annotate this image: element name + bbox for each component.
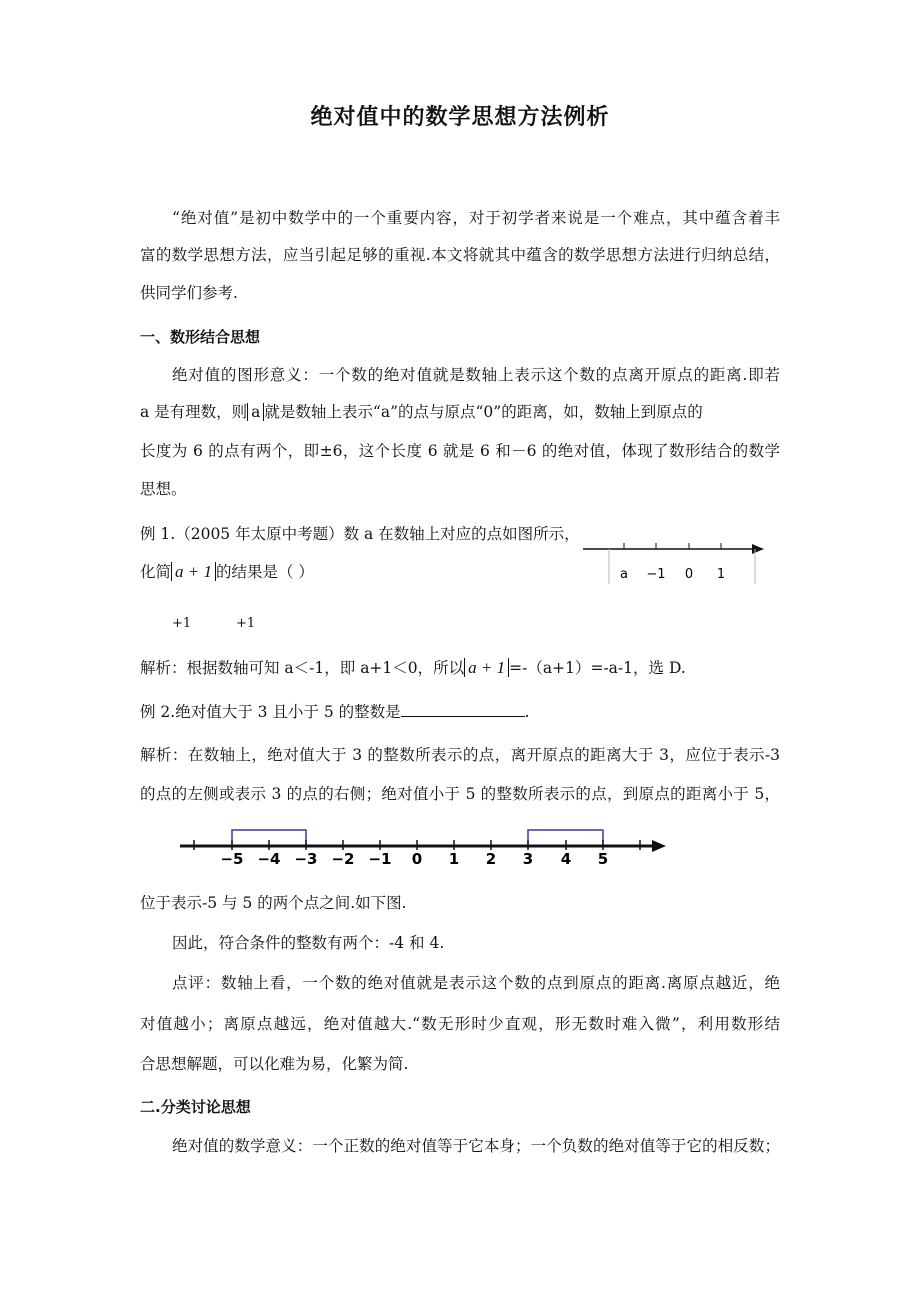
ex2-answer-blank[interactable] — [401, 702, 525, 717]
ex2-axis-label: 0 — [411, 850, 423, 868]
ex2-axis-label: 5 — [597, 850, 609, 868]
ex2-axis-label: 3 — [522, 850, 534, 868]
ex2-question: 例 2.绝对值大于 3 且小于 5 的整数是 — [140, 703, 401, 721]
s1-p1-line-2 — [140, 402, 780, 422]
intro-line-2: 富的数学思想方法，应当引起足够的重视.本文将就其中蕴含的数学思想方法进行归纳总结， — [140, 246, 780, 264]
ex1-abs-expr: a + 1 — [171, 562, 216, 581]
ex2-solution-line-2: 的点的左侧或表示 3 的点的右侧；绝对值小于 5 的整数所表示的点，到原点的距离小于 5， — [140, 785, 780, 803]
ex2-solution-line-4: 因此，符合条件的整数有两个：-4 和 4. — [172, 934, 445, 952]
s1-p1-line-2a: a 是有理数，则 — [140, 403, 248, 421]
ex1-line-2-pre: 化简 — [140, 563, 172, 581]
ex1-solution-post: =-（a+1）=-a-1，选 D. — [509, 659, 686, 677]
page-title: 绝对值中的数学思想方法例析 — [310, 105, 610, 130]
ex1-solution-expr: a + 1 — [464, 658, 509, 677]
ex1-line-1: 例 1.（2005 年太原中考题）数 a 在数轴上对应的点如图所示， — [140, 525, 580, 543]
ex1-axis-label: 1 — [716, 567, 726, 582]
ex2-axis-label: −3 — [294, 850, 318, 868]
ex1-line-2-post: 的结果是（ ） — [216, 563, 314, 581]
ex2-number-line — [176, 820, 670, 870]
intro-line-3: 供同学们参考. — [140, 284, 238, 302]
ex2-axis-label: 4 — [560, 850, 572, 868]
comment-line-3: 合思想解题，可以化难为易，化繁为简. — [140, 1055, 409, 1073]
ex1-axis-label: 0 — [684, 567, 694, 582]
ex1-solution — [140, 658, 686, 678]
ex2-axis-label: 1 — [448, 850, 460, 868]
ex1-option: +1 — [172, 616, 192, 631]
s1-p1-line-2b: 就是数轴上表示“a”的点与原点“0”的距离，如，数轴上到原点的 — [264, 403, 703, 421]
ex2-axis-label: 2 — [485, 850, 497, 868]
ex2-solution-line-3: 位于表示-5 与 5 的两个点之间.如下图. — [140, 894, 407, 912]
ex2-line: 例 2.绝对值大于 3 且小于 5 的整数是 . — [140, 703, 530, 721]
ex1-number-line — [578, 530, 768, 586]
ex1-option: +1 — [236, 616, 256, 631]
s2-p1-line-1: 绝对值的数学意义：一个正数的绝对值等于它本身；一个负数的绝对值等于它的相反数； — [172, 1137, 780, 1155]
comment-line-1: 点评：数轴上看，一个数的绝对值就是表示这个数的点到原点的距离.离原点越近，绝 — [172, 974, 780, 992]
s1-p1-line-1: 绝对值的图形意义：一个数的绝对值就是数轴上表示这个数的点离开原点的距离.即若 — [172, 366, 780, 384]
ex2-axis-label: −1 — [368, 850, 392, 868]
ex1-axis-label: −1 — [646, 567, 666, 582]
ex2-solution-line-1: 解析：在数轴上，绝对值大于 3 的整数所表示的点，离开原点的距离大于 3，应位于表示-3 — [140, 746, 780, 764]
s1-p1-line-4: 思想。 — [140, 480, 187, 498]
ex1-solution-pre: 解析：根据数轴可知 a＜-1，即 a+1＜0，所以 — [140, 659, 465, 677]
arrow-icon — [652, 840, 666, 852]
comment-line-2: 对值越小；离原点越远，绝对值越大.“数无形时少直观，形无数时难入微”，利用数形结 — [140, 1015, 780, 1033]
abs-a: a — [247, 403, 264, 421]
arrow-icon — [752, 544, 764, 554]
ex1-line-2 — [140, 562, 314, 582]
ex2-axis-label: −5 — [220, 850, 244, 868]
ex2-axis-label: −2 — [331, 850, 355, 868]
section1-heading: 一、数形结合思想 — [140, 328, 261, 346]
intro-line-1: “绝对值”是初中数学中的一个重要内容，对于初学者来说是一个难点，其中蕴含着丰 — [172, 209, 780, 227]
ex1-axis-label: a — [620, 567, 628, 582]
s1-p1-line-3: 长度为 6 的点有两个，即±6，这个长度 6 就是 6 和－6 的绝对值，体现了数形结合的数学 — [140, 442, 780, 460]
ex2-axis-label: −4 — [257, 850, 281, 868]
section2-heading: 二.分类讨论思想 — [140, 1098, 251, 1116]
